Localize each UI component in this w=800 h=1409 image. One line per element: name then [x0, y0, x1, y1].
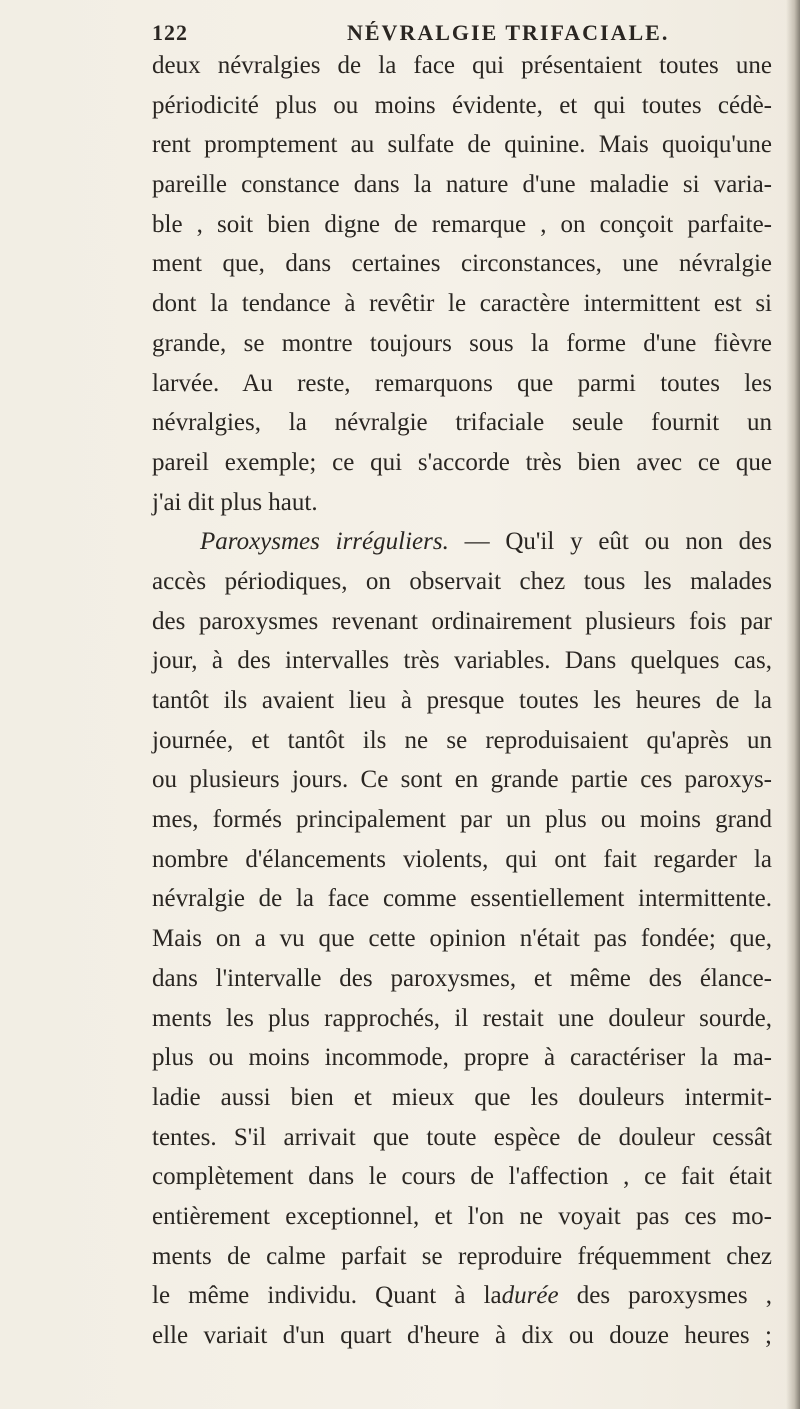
text-line: dans l'intervalle des paroxysmes, et même des élance- [152, 964, 772, 992]
running-title: NÉVRALGIE TRIFACIALE. [347, 20, 670, 45]
page-edge-shadow [786, 0, 800, 1409]
text-line: rent promptement au sulfate de quinine. Mais quoiqu'une [152, 131, 772, 159]
text-line: elle variait d'un quart d'heure à dix ou douze heures ; [152, 1322, 772, 1349]
italic-term: durée [501, 1282, 559, 1310]
text-line: périodicité plus ou moins évidente, et qui toutes cédè- [152, 91, 772, 119]
text-line: mes, formés principalement par un plus ou moins grand [152, 806, 772, 834]
text-line: journée, et tantôt ils ne se reproduisaient qu'après un [152, 726, 772, 754]
section-heading: Paroxysmes irréguliers. [200, 528, 449, 556]
text-line: jour, à des intervalles très variables. Dans quelques cas, [152, 647, 772, 675]
text-line: deux névralgies de la face qui présentaient toutes une [152, 52, 772, 79]
text-line: larvée. Au reste, remarquons que parmi toutes les [152, 369, 772, 397]
text-line: dont la tendance à revêtir le caractère intermittent est si [152, 290, 772, 318]
text-line: grande, se montre toujours sous la forme d'une fièvre [152, 329, 772, 357]
text-line: névralgies, la névralgie trifaciale seule fournit un [152, 409, 772, 437]
text-line: Mais on a vu que cette opinion n'était pas fondée; que, [152, 925, 772, 953]
text-line: ments les plus rapprochés, il restait une douleur sourde, [152, 1004, 772, 1032]
text-line: pareille constance dans la nature d'une maladie si varia- [152, 171, 772, 199]
text-line: pareil exemple; ce qui s'accorde très bien avec ce que [152, 448, 772, 476]
text-line: accès périodiques, on observait chez tous les malades [152, 567, 772, 595]
text-line: ment que, dans certaines circonstances, une névralgie [152, 250, 772, 278]
text-line: des paroxysmes revenant ordinairement plusieurs fois par [152, 607, 772, 635]
text-line: complètement dans le cours de l'affection , ce fait était [152, 1163, 772, 1191]
text-line: plus ou moins incommode, propre à caractériser la ma- [152, 1044, 772, 1072]
text-line: névralgie de la face comme essentiellement intermittente. [152, 885, 772, 913]
text-line: ladie aussi bien et mieux que les douleurs intermit- [152, 1083, 772, 1111]
text-line: ments de calme parfait se reproduire fréquemment chez [152, 1242, 772, 1270]
text-line: tantôt ils avaient lieu à presque toutes les heures de la [152, 687, 772, 714]
text-line: j'ai dit plus haut. [152, 488, 318, 516]
text-line: entièrement exceptionnel, et l'on ne voyait pas ces mo- [152, 1202, 772, 1230]
text-line: le même individu. Quant à ladurée des paroxysmes , [152, 1282, 772, 1310]
body-text [152, 46, 772, 1356]
page-number: 122 [152, 20, 188, 45]
text-line: ble , soit bien digne de remarque , on conçoit parfaite- [152, 210, 772, 238]
text-line: nombre d'élancements violents, qui ont fait regarder la [152, 845, 772, 873]
text-line: tentes. S'il arrivait que toute espèce de douleur cessât [152, 1123, 772, 1151]
section-start-line: Paroxysmes irréguliers. — Qu'il y eût ou non des [200, 528, 772, 556]
text-line: ou plusieurs jours. Ce sont en grande partie ces paroxys- [152, 766, 772, 794]
